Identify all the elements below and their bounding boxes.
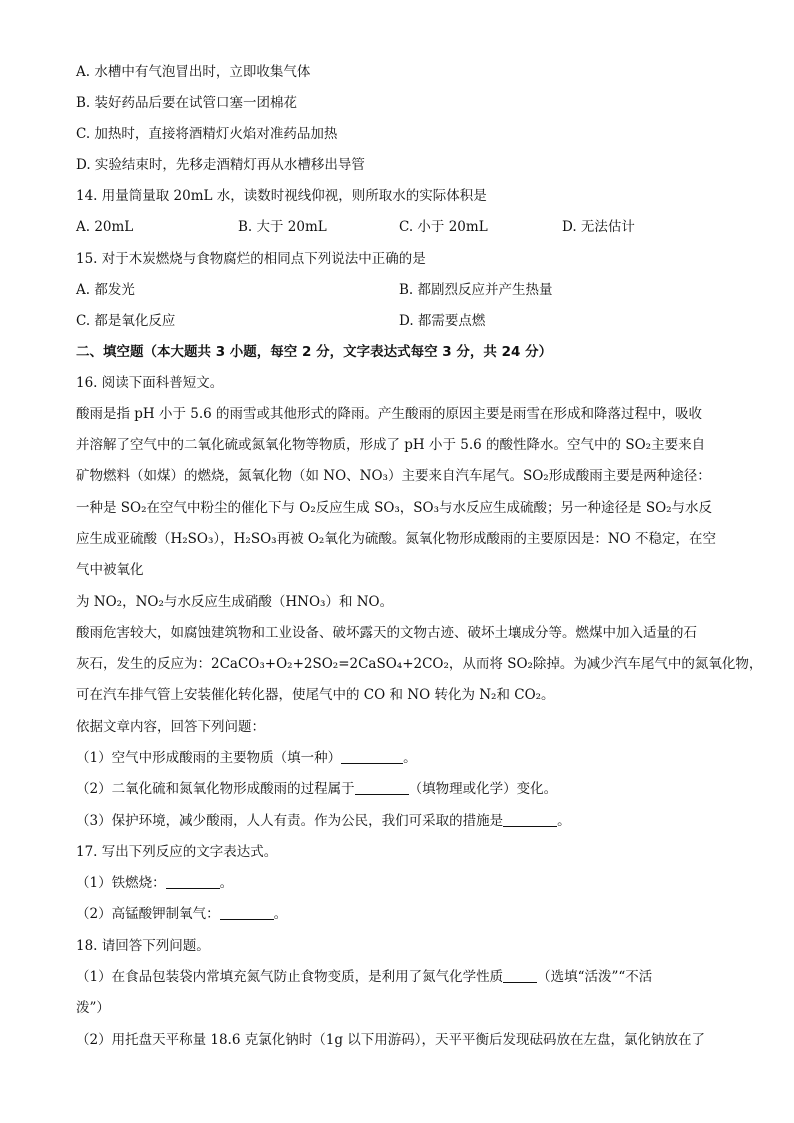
- q15-options-row2: [76, 311, 716, 331]
- q15-option-a: A. 都发光: [76, 282, 135, 298]
- q13-option-c: C. 加热时，直接将酒精灯火焰对准药品加热: [76, 126, 338, 142]
- q16-sub3-end: 。: [557, 813, 571, 829]
- q16-passage-line: 酸雨是指 pH 小于 5.6 的雨雪或其他形式的降雨。产生酸雨的原因主要是雨雪在形成和降落过程中，吸收: [76, 406, 703, 422]
- q18-sub1-text: （1）在食品包装袋内常填充氮气防止食物变质，是利用了氮气化学性质: [76, 969, 504, 985]
- q14-stem: 14. 用量筒量取 20mL 水，读数时视线仰视，则所取水的实际体积是: [76, 188, 487, 204]
- q17-sub1-text: （1）铁燃烧：: [76, 875, 166, 891]
- q16-sub1-end: 。: [403, 750, 417, 766]
- q16-passage-line: 可在汽车排气管上安装催化转化器，使尾气中的 CO 和 NO 转化为 N₂和 CO₂。: [76, 687, 555, 703]
- q16-sub3: [76, 811, 571, 831]
- answer-blank[interactable]: [355, 780, 409, 795]
- q14-option-c: C. 小于 20mL: [399, 219, 488, 235]
- q16-passage-line: 并溶解了空气中的二氧化硫或氮氧化物等物质，形成了 pH 小于 5.6 的酸性降水。空气中的 SO₂主要来自: [76, 437, 706, 453]
- q15-options-row1: [76, 280, 716, 300]
- q16-sub1-text: （1）空气中形成酸雨的主要物质（填一种）: [76, 750, 342, 766]
- section-title: 二、填空题（本大题共 3 小题，每空 2 分，文字表达式每空 3 分，共 24 分）: [76, 344, 553, 360]
- q16-passage-line: 灰石，发生的反应为：2CaCO₃+O₂+2SO₂=2CaSO₄+2CO₂，从而将 SO₂除掉。为减少汽车尾气中的氮氧化物，: [76, 656, 763, 672]
- q13-option-a: A. 水槽中有气泡冒出时，立即收集气体: [76, 64, 311, 80]
- q15-option-d: D. 都需要点燃: [399, 313, 486, 329]
- q16-stem: 16. 阅读下面科普短文。: [76, 375, 224, 391]
- q16-passage-line: 气中被氧化: [76, 562, 144, 578]
- q15-option-b: B. 都剧烈反应并产生热量: [399, 282, 553, 298]
- q16-passage-line: 一种是 SO₂在空气中粉尘的催化下与 O₂反应生成 SO₃，SO₃与水反应生成硫酸；另一种途径是 SO₂与水反: [76, 500, 713, 516]
- q18-sub2: （2）用托盘天平称量 18.6 克氯化钠时（1g 以下用游码），天平平衡后发现砝码放在左盘，氯化钠放在了: [76, 1032, 706, 1048]
- answer-blank[interactable]: [341, 749, 403, 764]
- q14-option-a: A. 20mL: [76, 219, 134, 235]
- q16-sub1: [76, 748, 417, 768]
- q17-sub1: [76, 873, 233, 893]
- answer-blank[interactable]: [503, 968, 537, 983]
- q16-passage-line: 为 NO₂，NO₂与水反应生成硝酸（HNO₃）和 NO。: [76, 594, 394, 610]
- q13-option-b: B. 装好药品后要在试管口塞一团棉花: [76, 95, 298, 111]
- q15-option-c: C. 都是氧化反应: [76, 313, 176, 329]
- q16-passage-line: 应生成亚硫酸（H₂SO₃），H₂SO₃再被 O₂氧化为硫酸。氮氧化物形成酸雨的主要原因是：NO 不稳定，在空: [76, 531, 717, 547]
- answer-blank[interactable]: [166, 874, 220, 889]
- q16-prompt: 依据文章内容，回答下列问题：: [76, 719, 265, 735]
- q18-sub1-cont: 泼”）: [76, 1000, 110, 1016]
- q14-options: [76, 217, 716, 237]
- q16-sub3-text: （3）保护环境，减少酸雨，人人有责。作为公民，我们可采取的措施是: [76, 813, 504, 829]
- q17-sub1-end: 。: [219, 875, 234, 891]
- q16-sub2-text: （2）二氧化硫和氮氧化物形成酸雨的过程属于: [76, 781, 355, 797]
- answer-blank[interactable]: [503, 812, 557, 827]
- q14-option-b: B. 大于 20mL: [238, 219, 327, 235]
- q17-sub2: [76, 904, 287, 924]
- q15-stem: 15. 对于木炭燃烧与食物腐烂的相同点下列说法中正确的是: [76, 251, 426, 267]
- q16-passage-line: 矿物燃料（如煤）的燃烧，氮氧化物（如 NO、NO₃）主要来自汽车尾气。SO₂形成酸雨主要是两种途径：: [76, 468, 711, 484]
- q16-sub2: [76, 779, 557, 799]
- q14-option-d: D. 无法估计: [562, 219, 635, 235]
- q16-passage-line: 酸雨危害较大，如腐蚀建筑物和工业设备、破坏露天的文物古迹、破坏土壤成分等。燃煤中加入适量的石: [76, 625, 697, 641]
- q16-sub2-end: （填物理或化学）变化。: [408, 781, 558, 797]
- q17-sub2-end: 。: [273, 906, 288, 922]
- q18-stem: 18. 请回答下列问题。: [76, 938, 210, 954]
- q18-sub1-choices: （选填“活泼”“不活: [537, 969, 653, 985]
- q17-sub2-text: （2）高锰酸钾制氧气：: [76, 906, 220, 922]
- answer-blank[interactable]: [220, 905, 274, 920]
- q13-option-d: D. 实验结束时，先移走酒精灯再从水槽移出导管: [76, 157, 365, 173]
- q18-sub1: [76, 967, 652, 987]
- q17-stem: 17. 写出下列反应的文字表达式。: [76, 844, 278, 860]
